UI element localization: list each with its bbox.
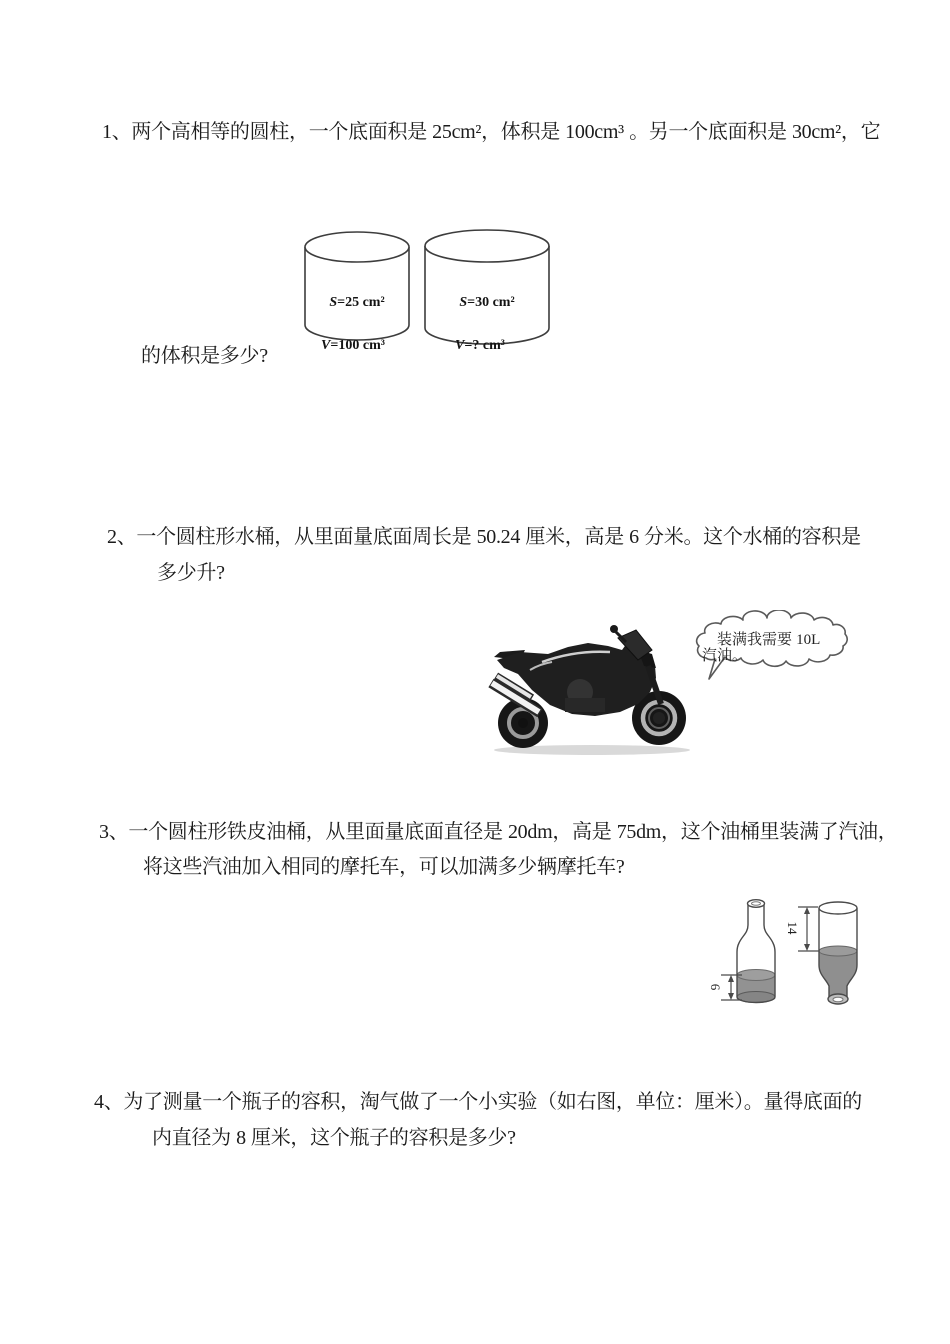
inverted-bottle-dimension <box>798 907 819 951</box>
question-3-line-1: 3、一个圆柱形铁皮油桶，从里面量底面直径是 20dm，高是 75dm，这个油桶里装满了汽油， <box>99 821 898 843</box>
left-cylinder-shape <box>305 232 409 340</box>
volume-variable: V <box>455 338 465 353</box>
bottle-drawing <box>695 885 880 1040</box>
area-value: =30 cm² <box>467 295 515 310</box>
speech-bubble-text-line-2: 汽油。 <box>702 647 748 664</box>
question-4-line-1: 4、为了测量一个瓶子的容积，淘气做了一个小实验（如右图，单位：厘米）。量得底面的 <box>94 1091 863 1113</box>
cylinder-figure <box>295 225 560 365</box>
area-value: =25 cm² <box>337 295 385 310</box>
inverted-bottle-depth-label: 14 <box>785 921 800 935</box>
question-1-line-2: 的体积是多少? <box>141 345 268 367</box>
area-variable: S <box>459 295 468 310</box>
cylinder-right-area-label <box>459 295 514 311</box>
question-2-line-2: 多少升? <box>157 562 225 584</box>
upright-bottle-depth-label: 6 <box>708 983 723 991</box>
motorcycle-figure <box>480 610 870 760</box>
inverted-bottle <box>819 902 857 1004</box>
question-2-line-1: 2、一个圆柱形水桶，从里面量底面周长是 50.24 厘米，高是 6 分米。这个水桶的容积是 <box>107 526 861 548</box>
right-cylinder-shape <box>425 230 549 344</box>
question-3-line-2: 将这些汽油加入相同的摩托车，可以加满多少辆摩托车? <box>143 856 625 878</box>
upright-bottle <box>737 900 775 1003</box>
area-variable: S <box>329 295 338 310</box>
mirror <box>610 625 626 642</box>
question-1-line-1: 1、两个高相等的圆柱，一个底面积是 25cm²，体积是 100cm³ 。另一个底面积是 30cm²，它 <box>102 121 881 143</box>
cylinder-left-area-label <box>329 295 384 311</box>
speech-bubble-text-line-1: 装满我需要 10L <box>717 631 821 648</box>
volume-variable: V <box>321 338 331 353</box>
volume-value: =? cm³ <box>464 338 505 353</box>
cylinder-right-volume-label <box>455 338 505 354</box>
volume-value: =100 cm³ <box>330 338 385 353</box>
bottle-experiment-figure <box>695 885 880 1040</box>
question-4-line-2: 内直径为 8 厘米，这个瓶子的容积是多少? <box>152 1127 516 1149</box>
cylinder-left-volume-label <box>321 338 385 354</box>
